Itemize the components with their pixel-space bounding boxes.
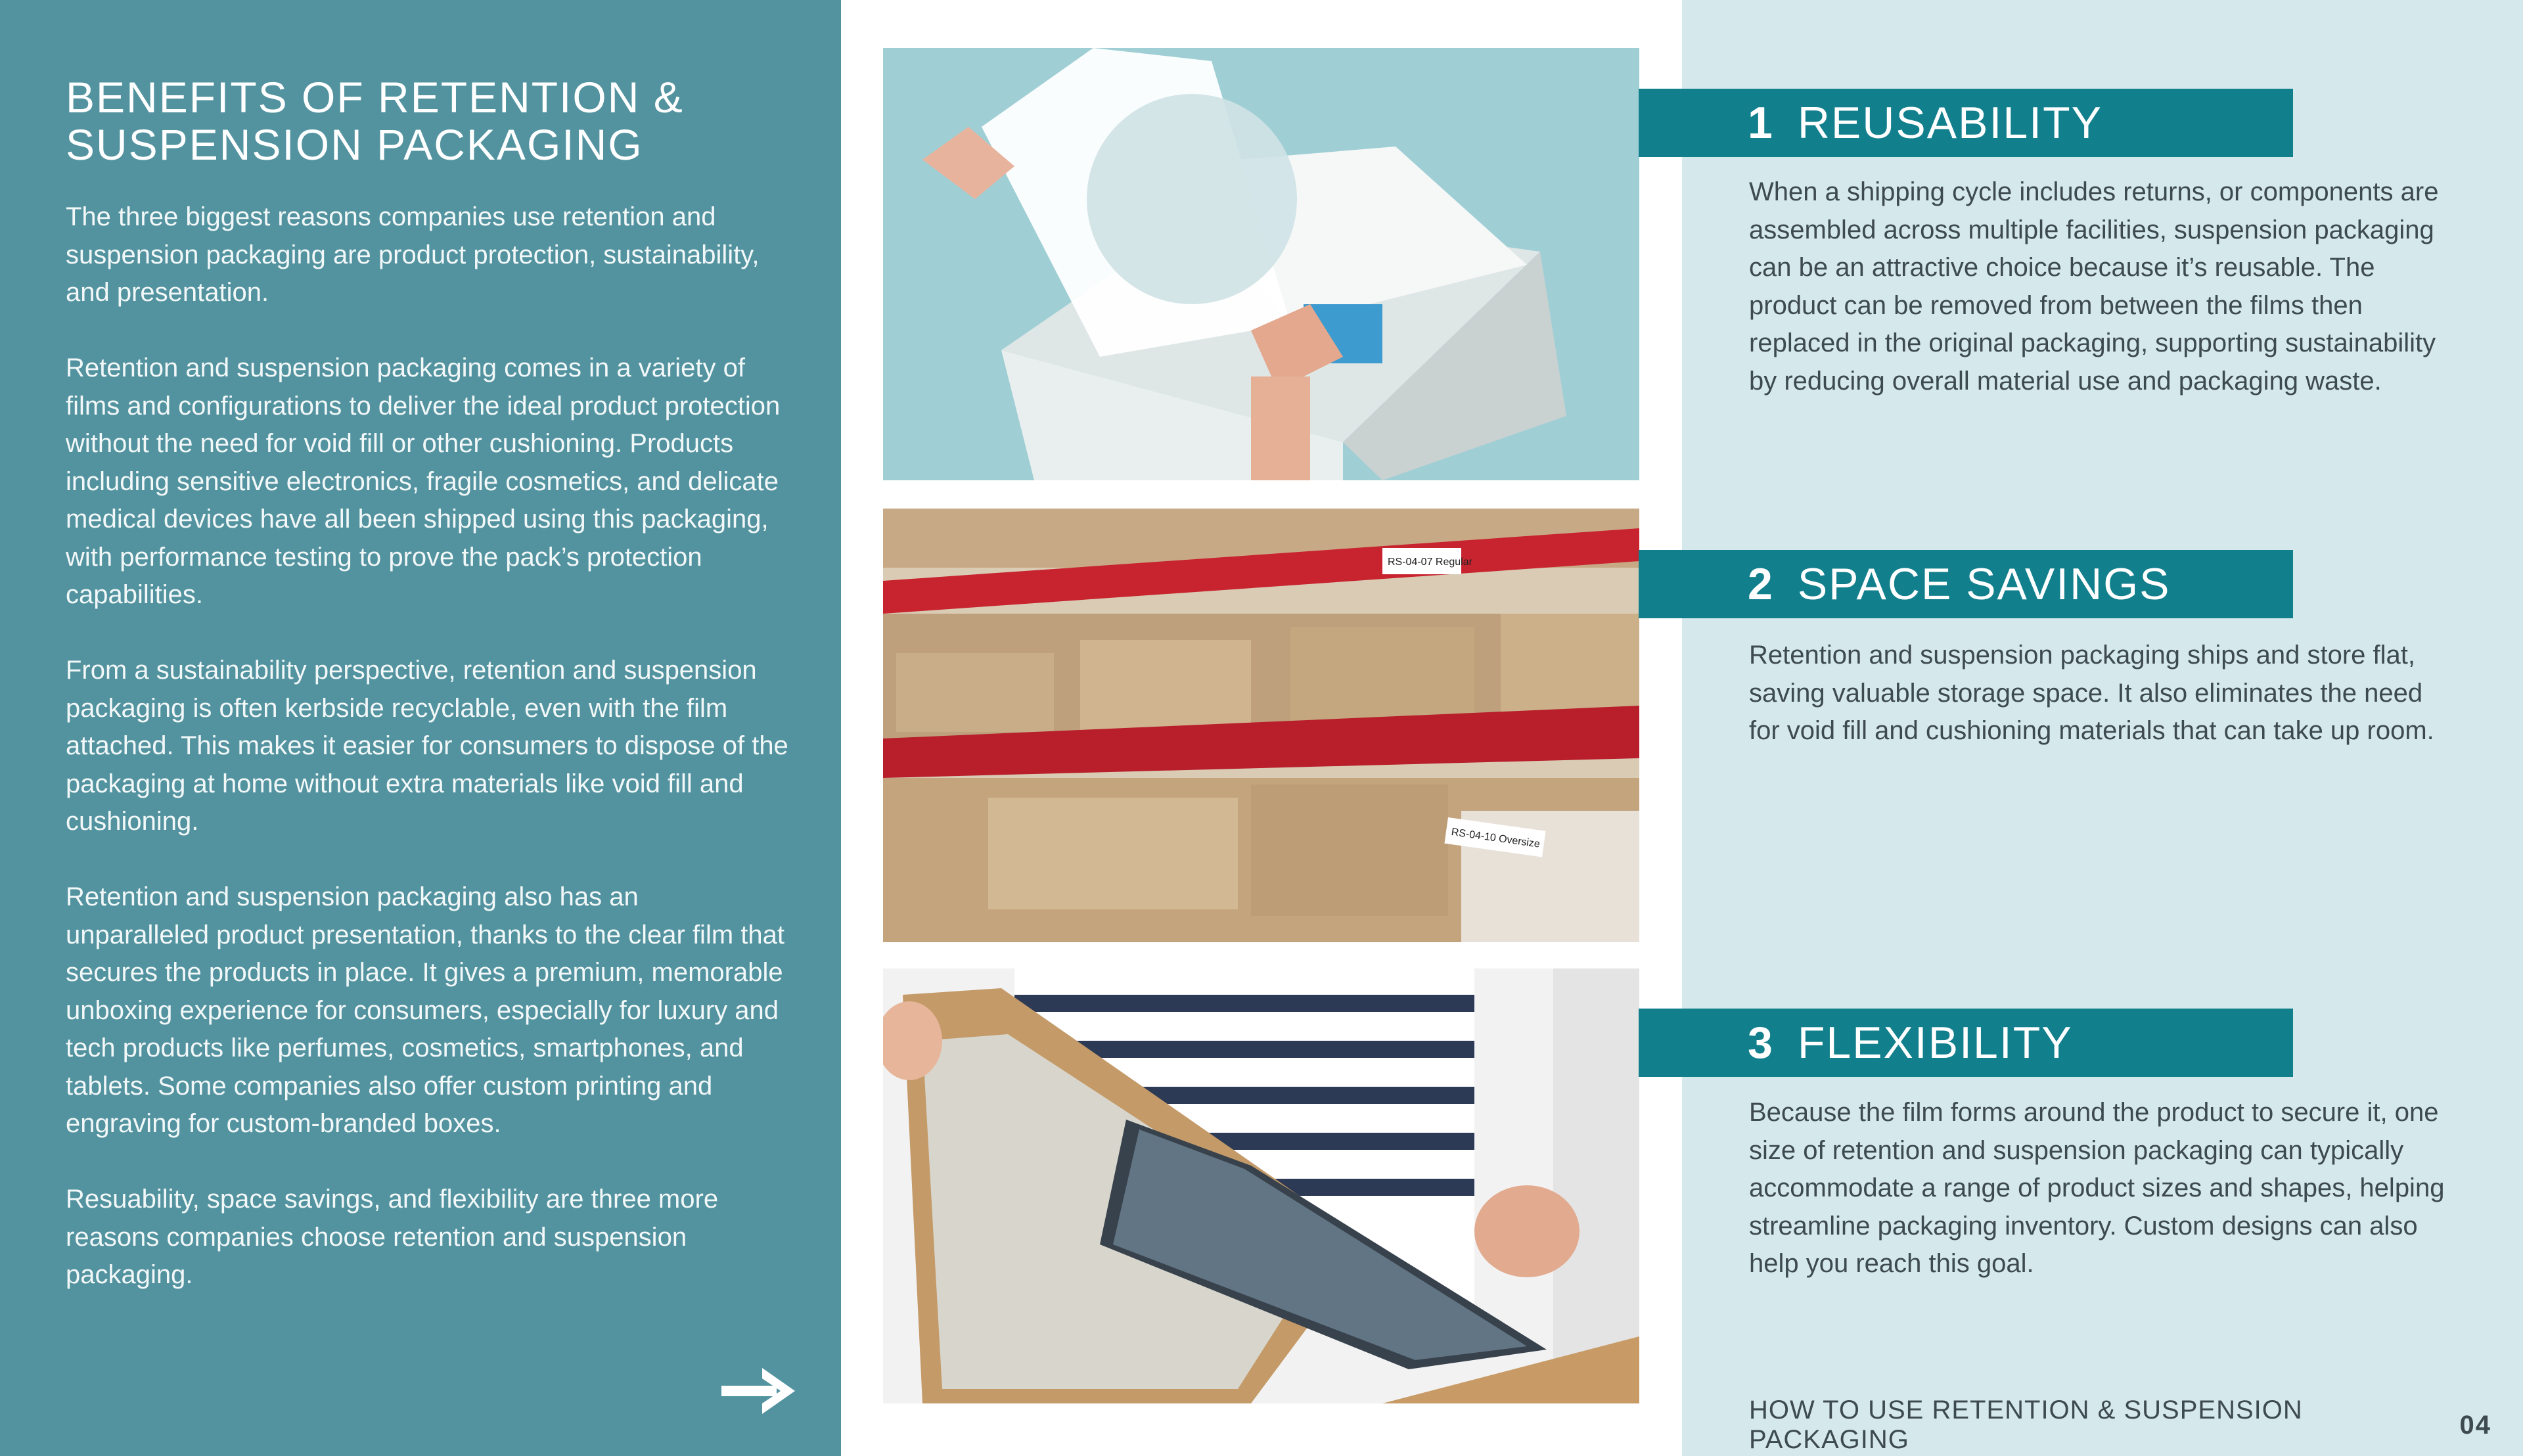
section-number: 3 bbox=[1748, 1018, 1774, 1068]
shelf-label-2: RS-04-10 Oversize bbox=[1450, 826, 1541, 850]
intro-paragraph: Retention and suspension packaging comes in a variety of films and configurations to deliver the ideal product protection without the need for void fill or other cushioning. Products including sensitive electronics, fragile cosmetics, and delicate medical devices have all been shipped using this packaging, with performance testing to prove the pack’s protection capabilities. bbox=[66, 353, 781, 609]
section-text-flexibility: Because the film forms around the product to secure it, one size of retention and suspension packaging can typically accommodate a range of product sizes and shapes, helping streamline packaging inventory. Custom designs can also help you reach this goal. bbox=[1749, 1098, 2445, 1278]
footer-doc-title: HOW TO USE RETENTION & SUSPENSION PACKAGING bbox=[1749, 1396, 2303, 1454]
left-panel bbox=[0, 0, 841, 1456]
intro-paragraph: From a sustainability perspective, retention and suspension packaging is often kerbside recyclable, even with the film attached. This makes it easier for consumers to dispose of the packaging at home without extra materials like void fill and cushioning. bbox=[66, 656, 788, 836]
section-title: REUSABILITY bbox=[1797, 98, 2102, 148]
section-number: 1 bbox=[1748, 98, 1774, 148]
section-number: 2 bbox=[1748, 559, 1774, 609]
section-banner-space-savings bbox=[1639, 550, 2293, 618]
section-title: SPACE SAVINGS bbox=[1797, 559, 2171, 609]
section-title: FLEXIBILITY bbox=[1797, 1018, 2073, 1068]
page-number: 04 bbox=[2459, 1410, 2491, 1440]
shelf-label-1: RS-04-07 Regular bbox=[1388, 557, 1472, 568]
intro-body bbox=[66, 198, 788, 1332]
page-footer bbox=[1749, 1396, 2491, 1455]
arrow-right-icon[interactable] bbox=[721, 1368, 795, 1414]
section-text-space-savings: Retention and suspension packaging ships and store flat, saving valuable storage space. It also eliminates the need for void fill and cushioning materials that can take up room. bbox=[1749, 641, 2434, 745]
title-line-1: BENEFITS OF RETENTION & bbox=[66, 73, 684, 122]
title-line-2: SUSPENSION PACKAGING bbox=[66, 120, 643, 169]
photo-suspension-box bbox=[883, 48, 1639, 480]
intro-paragraph: Resuability, space savings, and flexibility are three more reasons companies choose retention and suspension packaging. bbox=[66, 1185, 719, 1289]
section-text-reusability: When a shipping cycle includes returns, or components are assembled across multiple facilities, suspension packaging can be an attractive choice because it’s reusable. The product can be removed from between the films then replaced in the original packaging, supporting sustainability by reducing overall material use and packaging waste. bbox=[1749, 177, 2439, 396]
section-banner-flexibility bbox=[1639, 1009, 2293, 1077]
intro-paragraph: Retention and suspension packaging also has an unparalleled product presentation, thanks to the clear film that secures the products in place. It gives a premium, memorable unboxing experience for consumers, especially for luxury and tech products like perfumes, cosmetics, smartphones, and tablets. Some companies also offer custom printing and engraving for custom-branded boxes. bbox=[66, 882, 784, 1138]
photo-tablet-packaging bbox=[883, 968, 1639, 1403]
intro-paragraph: The three biggest reasons companies use retention and suspension packaging are product protection, sustainability, and presentation. bbox=[66, 202, 760, 307]
photo-storage-shelves bbox=[883, 509, 1639, 942]
section-banner-reusability bbox=[1639, 89, 2293, 157]
page-title bbox=[66, 74, 788, 168]
